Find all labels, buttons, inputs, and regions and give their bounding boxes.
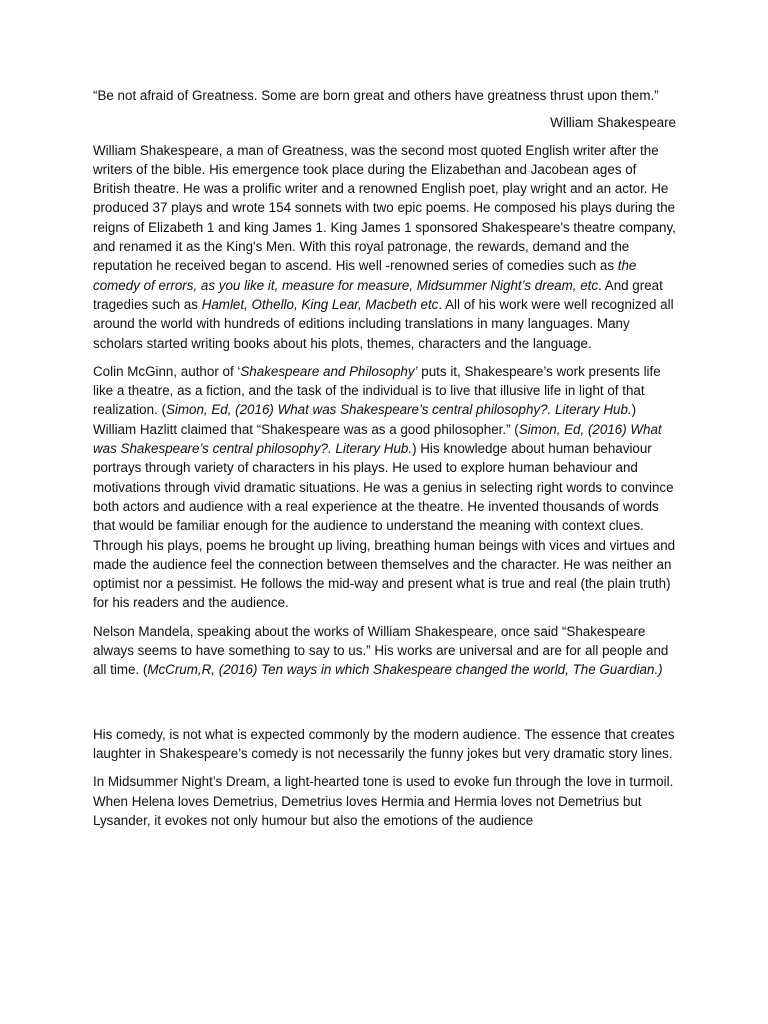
italic-run: Hamlet, Othello, King Lear, Macbeth etc: [201, 296, 439, 312]
citation-run: McCrum,R, (2016) Ten ways in which Shakespeare changed the world, The Guardian.): [147, 662, 663, 678]
italic-run: Shakespeare and Philosophy’: [240, 363, 418, 379]
text-run: Colin McGinn, author of ‘: [93, 363, 241, 379]
italic-run: the comedy of errors, as you like it, measure for measure, Midsummer Night’s dream, etc: [93, 258, 637, 293]
paragraph-midsummer: In Midsummer Night’s Dream, a light-hearted tone is used to evoke fun through the love in turmoil. When Helena loves Demetrius, Demetrius loves Hermia and Hermia loves not Demetrius but Lysander, it evokes not only humour but also the emotions of the audience: [93, 774, 674, 828]
text-run: . And great tragedies such as: [93, 277, 663, 312]
epigraph-quote: “Be not afraid of Greatness. Some are born great and others have greatness thrust upon them.”: [93, 88, 659, 103]
paragraph-philosophy: [93, 362, 676, 613]
text-run: William Shakespeare, a man of Greatness, was the second most quoted English writer after the writers of the bible. His emergence took place during the Elizabethan and Jacobean ages of British theatre. He was a prolific writer and a renowned English poet, play wright and an actor. He produced 37 plays and wrote 154 sonnets with two epic poems. He composed his plays during the reigns of Elizabeth 1 and king James 1. King James 1 sponsored Shakespeare's theatre company, and renamed it as the King's Men. With this royal patronage, the rewards, demand and the reputation he received began to ascend. His well -renowned series of comedies such as: [93, 142, 676, 274]
paragraph-intro: [93, 141, 676, 353]
paragraph-comedy: His comedy, is not what is expected commonly by the modern audience. The essence that creates laughter in Shakespeare’s comedy is not necessarily the funny jokes but very dramatic story lines.: [93, 726, 675, 761]
text-run: puts it, Shakespeare’s work presents life like a theatre, as a fiction, and the task of the individual is to live that illusive life in light of that realization. (: [93, 363, 661, 418]
paragraph-mandela: [93, 622, 676, 680]
blank-gap: [93, 689, 676, 725]
citation-run: Simon, Ed, (2016) What was Shakespeare’s central philosophy?. Literary Hub.: [165, 402, 632, 418]
text-run: ) His knowledge about human behaviour portrays through variety of characters in his plays. He used to explore human behaviour and motivations through vivid dramatic situations. He was a genius in selecting right words to convince both actors and audience with a real experience at the theatre. He invented thousands of words that would be familiar enough for the audience to understand the meaning with context clues. Through his plays, poems he brought up living, breathing human beings with vices and virtues and made the audience feel the connection between themselves and the character. He was neither an optimist nor a pessimist. He follows the mid-way and present what is true and real (the plain truth) for his readers and the audience.: [93, 441, 676, 611]
text-run: ) William Hazlitt claimed that “Shakespeare was as a good philosopher.” (: [93, 402, 637, 437]
document-page: [93, 86, 676, 839]
text-run: . All of his work were well recognized all around the world with hundreds of editions including translations in many languages. Many scholars started writing books about his plots, themes, characters and the language.: [93, 296, 674, 351]
text-run: Nelson Mandela, speaking about the works of William Shakespeare, once said “Shakespeare always seems to have something to say to us.” His works are universal and are for all people and all time. (: [93, 623, 669, 678]
citation-run: Simon, Ed, (2016) What was Shakespeare’s central philosophy?. Literary Hub.: [93, 421, 662, 457]
epigraph-attribution: William Shakespeare: [550, 115, 676, 131]
